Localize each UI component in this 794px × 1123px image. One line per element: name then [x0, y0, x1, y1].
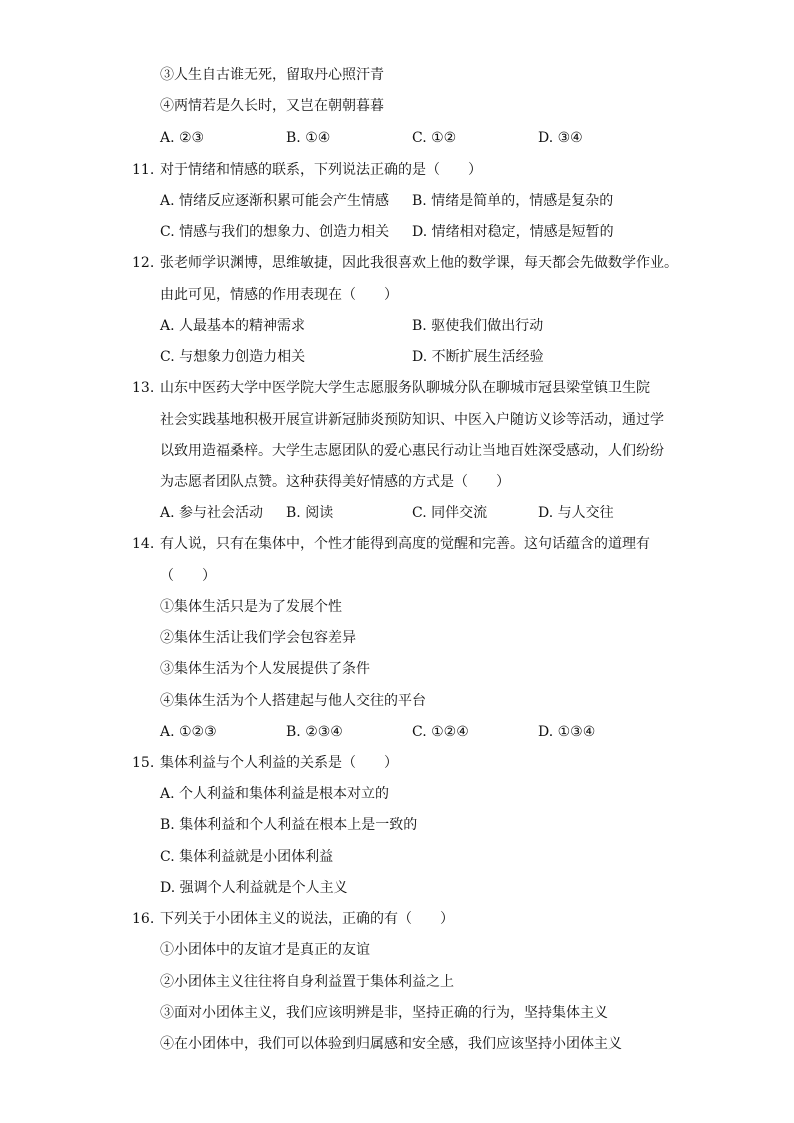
q13-option-c: C. 同伴交流 [412, 505, 488, 521]
q12-option-b: B. 驱使我们做出行动 [412, 318, 544, 334]
q15-stem: 集体利益与个人利益的关系是（ ） [160, 755, 398, 771]
q11-stem: 对于情绪和情感的联系，下列说法正确的是（ ） [160, 162, 482, 178]
q16-item-2: ②小团体主义往往将自身利益置于集体利益之上 [160, 974, 454, 990]
q13-option-d: D. 与人交往 [538, 505, 614, 521]
q10-option-b: B. ①④ [286, 130, 331, 146]
q16-item-4: ④在小团体中，我们可以体验到归属感和安全感，我们应该坚持小团体主义 [160, 1036, 622, 1052]
q13-stem-line-3: 以致用造福桑梓。大学生志愿团队的爱心惠民行动让当地百姓深受感动，人们纷纷 [160, 443, 664, 459]
q10-item-4: ④两情若是久长时，又岂在朝朝暮暮 [160, 98, 384, 114]
q14-item-3: ③集体生活为个人发展提供了条件 [160, 661, 370, 677]
q12-option-a: A. 人最基本的精神需求 [160, 318, 306, 334]
q16-item-1: ①小团体中的友谊才是真正的友谊 [160, 942, 370, 958]
q16-number: 16. [132, 911, 155, 927]
q11-number: 11. [132, 162, 155, 178]
q13-option-a: A. 参与社会活动 [160, 505, 264, 521]
q13-stem-line-1: 山东中医药大学中医学院大学生志愿服务队聊城分队在聊城市冠县梁堂镇卫生院 [160, 380, 650, 396]
q14-item-4: ④集体生活为个人搭建起与他人交往的平台 [160, 693, 426, 709]
q12-number: 12. [132, 255, 155, 271]
q14-option-a: A. ①②③ [160, 724, 217, 740]
q12-option-c: C. 与想象力创造力相关 [160, 349, 306, 365]
q11-option-c: C. 情感与我们的想象力、创造力相关 [160, 224, 390, 240]
q16-item-3: ③面对小团体主义，我们应该明辨是非，坚持正确的行为，坚持集体主义 [160, 1005, 608, 1021]
q14-option-d: D. ①③④ [538, 724, 596, 740]
q15-number: 15. [132, 755, 155, 771]
q13-option-b: B. 阅读 [286, 505, 334, 521]
q10-option-c: C. ①② [412, 130, 457, 146]
q10-option-a: A. ②③ [160, 130, 205, 146]
q13-stem-line-2: 社会实践基地积极开展宣讲新冠肺炎预防知识、中医入户随访义诊等活动，通过学 [160, 412, 664, 428]
q11-option-b: B. 情绪是简单的，情感是复杂的 [412, 193, 614, 209]
q14-option-c: C. ①②④ [412, 724, 469, 740]
q12-stem-line-1: 张老师学识渊博，思维敏捷，因此我很喜欢上他的数学课，每天都会先做数学作业。 [160, 255, 678, 271]
q13-number: 13. [132, 380, 155, 396]
q14-option-b: B. ②③④ [286, 724, 343, 740]
q15-option-a: A. 个人利益和集体利益是根本对立的 [160, 786, 390, 802]
q13-stem-line-4: 为志愿者团队点赞。这种获得美好情感的方式是（ ） [160, 474, 510, 490]
q12-stem-line-2: 由此可见，情感的作用表现在（ ） [160, 287, 398, 303]
q14-stem-line-1: 有人说，只有在集体中，个性才能得到高度的觉醒和完善。这句话蕴含的道理有 [160, 536, 650, 552]
q14-stem-line-2: （ ） [160, 568, 216, 584]
q11-option-a: A. 情绪反应逐渐积累可能会产生情感 [160, 193, 390, 209]
q10-option-d: D. ③④ [538, 130, 583, 146]
q15-option-b: B. 集体利益和个人利益在根本上是一致的 [160, 817, 418, 833]
q15-option-c: C. 集体利益就是小团体利益 [160, 849, 334, 865]
q10-item-3: ③人生自古谁无死，留取丹心照汗青 [160, 67, 384, 83]
q14-item-2: ②集体生活让我们学会包容差异 [160, 630, 356, 646]
q16-stem: 下列关于小团体主义的说法，正确的有（ ） [160, 911, 454, 927]
q12-option-d: D. 不断扩展生活经验 [412, 349, 544, 365]
q14-item-1: ①集体生活只是为了发展个性 [160, 599, 342, 615]
q15-option-d: D. 强调个人利益就是个人主义 [160, 880, 348, 896]
q11-option-d: D. 情绪相对稳定，情感是短暂的 [412, 224, 614, 240]
q14-number: 14. [132, 536, 155, 552]
